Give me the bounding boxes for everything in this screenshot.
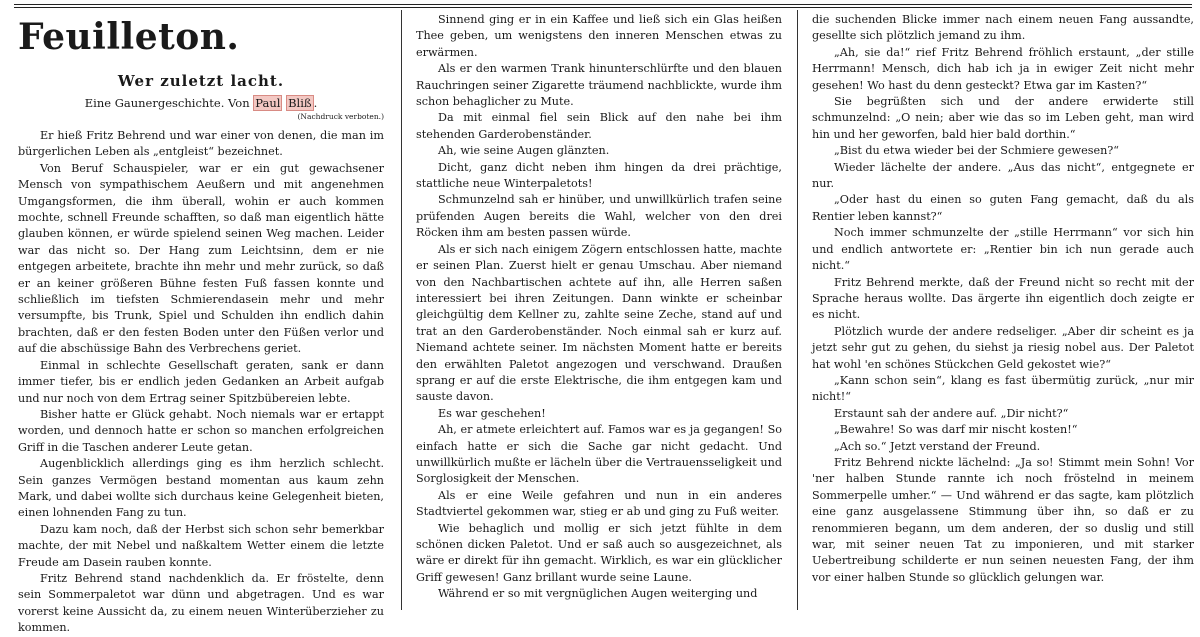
section-title: Feuilleton. — [18, 16, 240, 58]
byline-suffix: . — [313, 96, 318, 110]
column-2 — [410, 12, 788, 618]
paragraph: Als er eine Weile gefahren und nun in ein anderes Stadtviertel gekommen war, stieg er ab und ging zu Fuß weiter. — [416, 488, 782, 519]
paragraph: Da mit einmal fiel sein Blick auf den nahe bei ihm stehenden Garderobenständer. — [416, 111, 782, 141]
paragraph: Ah, er atmete erleichtert auf. Famos war es ja gegangen! So einfach hatte er sich die Sache gar nicht gedacht. Und unwillkürlich mußte er lächeln über die Vertrauensseligkeit und Sorglosigkeit der Menschen. — [416, 423, 782, 486]
paragraph: „Bist du etwa wieder bei der Schmiere gewesen?“ — [834, 144, 1120, 158]
author-last-name: Bliß — [288, 96, 312, 110]
paragraph: Fritz Behrend stand nachdenklich da. Er fröstelte, denn sein Sommerpaletot war dünn und abgetragen. Und es war vorerst keine Aussicht da, zu einem neuen Winterüberzieher zu kommen. — [18, 571, 384, 635]
paragraph: Er hieß Fritz Behrend und war einer von denen, die man im bürgerlichen Leben als „entgleist“ bezeichnet. — [18, 129, 384, 159]
paragraph: „Oder hast du einen so guten Fang gemacht, daß du als Rentier leben kannst?“ — [812, 193, 1194, 223]
paragraph: Als er sich nach einigem Zögern entschlossen hatte, machte er seinen Plan. Zuerst hielt er genau Umschau. Aber niemand von den Nachbartischen achtete auf ihn, alle Herren saßen interessiert bei ihren Zeitungen. Dann winkte er scheinbar gleichgültig dem Kellner zu, zahlte seine Zeche, stand auf und trat an den Garderobenständer. Noch einmal sah er kurz auf. Niemand achtete seiner. Im nächsten Moment hatte er bereits den erwählten Paletot angezogen und verschwand. Draußen sprang er auf die erste Elektrische, die ihm entgegen kam und sauste davon. — [416, 242, 782, 404]
reprint-notice: (Nachdruck verboten.) — [297, 112, 384, 121]
paragraph: Plötzlich wurde der andere redseliger. „Aber dir scheint es ja jetzt sehr gut zu gehen, du siehst ja riesig nobel aus. Der Paletot hat wohl 'en schönes Stückchen Geld gekostet wie?“ — [812, 324, 1194, 371]
paragraph: Dicht, ganz dicht neben ihm hingen da drei prächtige, stattliche neue Winterpaletots! — [416, 160, 782, 191]
byline-prefix: Eine Gaunergeschichte. Von — [84, 96, 250, 110]
column-divider — [401, 10, 402, 610]
author-first-name: Paul — [255, 96, 281, 110]
column-1 — [18, 12, 390, 635]
byline — [18, 94, 384, 112]
paragraph: Es war geschehen! — [438, 406, 546, 420]
paragraph: Wie behaglich und mollig er sich jetzt fühlte in dem schönen dicken Paletot. Und er saß auch so ausgezeichnet, als wäre er direkt für ihn gemacht. Wirklich, es war ein glücklicher Griff gewesen! Ganz brillant wurde seine Laune. — [416, 521, 782, 584]
paragraph: die suchenden Blicke immer nach einem neuen Fang aussandte, gesellte sich plötzlich jemand zu ihm. — [812, 13, 1194, 43]
paragraph: Dazu kam noch, daß der Herbst sich schon sehr bemerkbar machte, der mit Nebel und naßkaltem Wetter einem die letzte Freude am Dasein rauben konnte. — [18, 522, 384, 569]
paragraph: Einmal in schlechte Gesellschaft geraten, sank er dann immer tiefer, bis er endlich jeden Gedanken an Arbeit aufgab und nur noch von dem Ertrag seiner Spitzbübereien lebte. — [18, 358, 384, 405]
paragraph: Von Beruf Schauspieler, war er ein gut gewachsener Mensch von sympathischem Aeußern und mit angenehmen Umgangsformen, die ihm überall, wohin er auch kommen mochte, schnell Freunde schafften, so daß man eigentlich hätte glauben können, er würde spielend seinen Weg machen. Leider war das nicht so. Der Hang zum Leichtsinn, dem er nie entgegen arbeitete, brachte ihn mehr und mehr zurück, so daß er an keiner größeren Bühne festen Fuß fassen konnte und schließlich im tiefsten Schmierendasein mehr und mehr versumpfte, bis Trunk, Spiel und Schulden ihn endlich dahin brachten, daß er den festen Boden unter den Füßen verlor und auf die abschüssige Bahn des Verbrechens geriet. — [18, 161, 384, 356]
paragraph: Als er den warmen Trank hinunterschlürfte und den blauen Rauchringen seiner Zigarette träumend nachblickte, wurde ihm schon behaglicher zu Mute. — [416, 62, 782, 109]
paragraph: Noch immer schmunzelte der „stille Herrmann“ vor sich hin und endlich antwortete er: „Rentier bin ich nun gerade auch nicht.“ — [812, 226, 1194, 273]
paragraph: „Ah, sie da!“ rief Fritz Behrend fröhlich erstaunt, „der stille Herrmann! Mensch, dich hab ich ja in ewiger Zeit nicht mehr gesehen! Wo hast du denn gesteckt? Etwa gar im Kasten?“ — [812, 45, 1194, 92]
paragraph: Augenblicklich allerdings ging es ihm herzlich schlecht. Sein ganzes Vermögen bestand momentan aus kaum zehn Mark, und dabei wollte sich durchaus keine Gelegenheit bieten, einen lohnenden Fang zu tun. — [18, 457, 384, 520]
paragraph: Ah, wie seine Augen glänzten. — [438, 144, 610, 158]
paragraph: Fritz Behrend merkte, daß der Freund nicht so recht mit der Sprache heraus wollte. Das ärgerte ihn eigentlich doch zeigte er es nicht. — [812, 275, 1194, 322]
paragraph: Wieder lächelte der andere. „Aus das nicht“, entgegnete er nur. — [812, 160, 1194, 191]
column-divider — [797, 10, 798, 610]
paragraph: „Kann schon sein“, klang es fast übermütig zurück, „nur mir nicht!“ — [812, 373, 1194, 404]
paragraph: Fritz Behrend nickte lächelnd: „Ja so! Stimmt mein Sohn! Vor 'ner halben Stunde rannte ich noch fröstelnd in meinem Sommerpelle umher.“ — Und während er das sagte, kam plötzlich eine ganz ausgelassene Stimmung über ihn, so daß er zu renommieren begann, um dem anderen, der so duslig und still war, mit seiner neuen Tat zu imponieren, und mit starker Uebertreibung schilderte er nun seinen neuesten Fang, der ihm vor einer halben Stunde so glücklich gelungen war. — [812, 455, 1194, 584]
paragraph: „Ach so.“ Jetzt verstand der Freund. — [834, 439, 1041, 453]
paragraph: Sinnend ging er in ein Kaffee und ließ sich ein Glas heißen Thee geben, um wenigstens den inneren Menschen etwas zu erwärmen. — [416, 13, 782, 59]
top-rule — [14, 4, 1192, 8]
paragraph: Schmunzelnd sah er hinüber, und unwillkürlich trafen seine prüfenden Augen bereits die Wahl, welcher von den drei Röcken ihm am besten passen würde. — [416, 193, 782, 240]
paragraph: Erstaunt sah der andere auf. „Dir nicht?“ — [834, 406, 1069, 420]
paragraph: Sie begrüßten sich und der andere erwiderte still schmunzelnd: „O nein; aber wie das so im Leben geht, man wird hin und her geworfen, bald hier bald dorthin.“ — [812, 95, 1194, 141]
story-title: Wer zuletzt lacht. — [117, 72, 285, 90]
paragraph: Während er so mit vergnüglichen Augen weiterging und — [438, 587, 758, 601]
paragraph: Bisher hatte er Glück gehabt. Noch niemals war er ertappt worden, und dennoch hatte er schon so manchen erfolgreichen Griff in die Taschen anderer Leute getan. — [18, 407, 384, 454]
column-3 — [806, 12, 1194, 618]
paragraph: „Bewahre! So was darf mir nischt kosten!“ — [834, 423, 1078, 437]
